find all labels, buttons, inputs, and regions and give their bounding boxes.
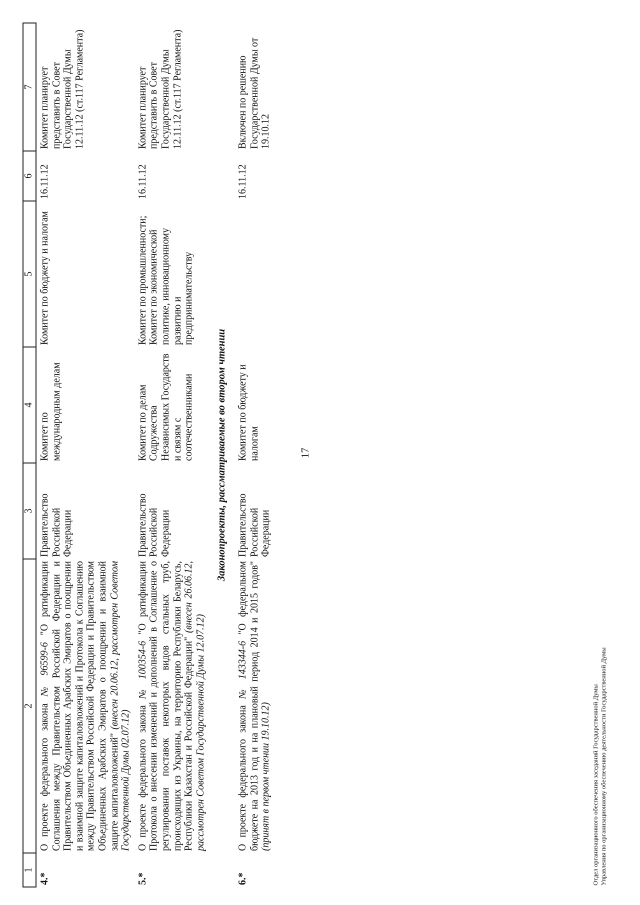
bill-title: "О ратификации Протокола о внесении изменений и дополнений в Соглашение о регулировании поставок некоторых видов стальных труб, происходящих из Украины, на территорию Республики Беларусь, Республики Казахстан и Российской Федерации"	[136, 560, 195, 851]
bill-row	[36, 23, 132, 887]
date: 16.11.12	[236, 163, 248, 199]
bill-title: "О ратификации Соглашения между Правительством Российской Федерации и Правительством Объединенных Арабских Эмиратов о поощрении и взаимной защите капиталовложений и Протокола к Соглашению между Правительством Российской Федерации и Правительством Объединенных Арабских Эмиратов о поощрении и взаимной защите капиталовложений"	[39, 560, 120, 851]
co-executor-committee: Комитет по бюджету и налогам	[39, 210, 50, 345]
item-number: 6.*	[236, 872, 248, 885]
bill-note: (внесен 26.06.12, рассмотрен Советом Государственной Думы 12.07.12)	[183, 560, 206, 851]
date: 16.11.12	[136, 163, 148, 199]
responsible-committee: Комитет по бюджету и налогам	[236, 363, 260, 461]
column-number-row	[23, 23, 36, 887]
initiator: Правительство Российской Федерации	[136, 492, 171, 557]
bill-title: "О федеральном бюджете на 2013 год и на плановый период 2014 и 2015 годов"	[236, 560, 260, 851]
bill-lead: О проекте федерального закона № 100354-6	[136, 640, 148, 851]
page-number: 17	[300, 447, 311, 458]
footer-line: Отдел организационного обеспечения заседаний Государственной Думы	[592, 683, 599, 885]
column-number: 2	[23, 559, 36, 853]
co-executor-committee	[234, 201, 272, 347]
column-number: 5	[23, 201, 36, 347]
bill-row	[234, 23, 272, 887]
initiator: Правительство Российской Федерации	[236, 492, 272, 557]
column-number: 4	[23, 347, 36, 463]
responsible-committee: Комитет по делам Содружества Независимых Государств и связям с соотечественниками	[136, 353, 195, 461]
bill-note: (внесен 20.06.12, рассмотрен Советом Государственной Думы 02.07.12)	[108, 560, 132, 851]
item-number: 4.*	[39, 872, 50, 885]
column-number: 7	[23, 23, 36, 151]
bill-lead: О проекте федерального закона № 143344-6	[236, 640, 248, 851]
bills-table	[22, 22, 272, 887]
bill-number: № 143344-6	[236, 640, 248, 699]
date: 16.11.12	[39, 163, 50, 199]
bill-description	[36, 559, 132, 853]
footer	[592, 325, 608, 885]
bill-row	[134, 23, 207, 887]
bill-note: (принят в первом чтении 19.10.12)	[260, 701, 272, 851]
column-number: 3	[23, 463, 36, 559]
section-heading: Законопроекты, рассматриваемые во втором чтении	[216, 328, 228, 581]
initiator: Правительство Российской Федерации	[39, 492, 74, 557]
co-executor-committee: Комитет по промышленности; Комитет по экономической политике, инновационному развитию и предпринимательству	[136, 215, 195, 345]
column-number: 1	[23, 853, 36, 887]
bill-number: № 100354-6	[136, 640, 148, 699]
bill-description	[134, 559, 207, 853]
item-number: 5.*	[136, 872, 148, 885]
status-note: Включен по решению Государственной Думы от 19.10.12	[236, 37, 272, 149]
section-heading-row	[206, 23, 234, 887]
bill-number: № 96599-6	[39, 641, 50, 696]
responsible-committee: Комитет по международным делам	[39, 361, 62, 461]
bill-lead: О проекте федерального закона № 96599-6	[39, 641, 50, 851]
status-note: Комитет планирует представить в Совет Государственной Думы 12.11.12 (ст.117 Регламента)	[39, 29, 85, 149]
footer-line: Управления по организационному обеспечению деятельности Государственной Думы	[600, 646, 607, 885]
column-number: 6	[23, 151, 36, 201]
bill-description	[234, 559, 272, 853]
status-note: Комитет планирует представить в Совет Государственной Думы 12.11.12 (ст.117 Регламента)	[136, 29, 183, 149]
